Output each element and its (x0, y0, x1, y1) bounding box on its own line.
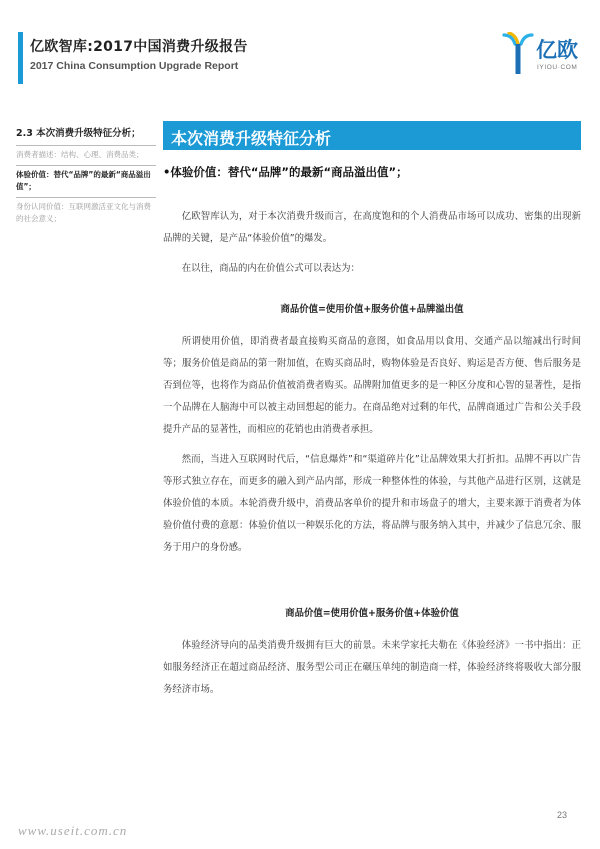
formula-new-value: 商品价值=使用价值+服务价值+体验价值 (285, 608, 459, 619)
report-subtitle: 2017 China Consumption Upgrade Report (30, 60, 239, 72)
sidebar-item-experience-value: 体验价值：替代“品牌”的最新“商品溢出值”； (16, 170, 151, 191)
logo-text-cn: 亿欧 (536, 38, 578, 62)
paragraph-experience-value: 然而，当进入互联网时代后，“信息爆炸”和“渠道碎片化”让品牌效果大打折扣。品牌不再以广告等形式独立存在，而更多的融入到产品内部，形成一种整体性的体验，与其他产品进行区别，这就是体验价值的本质。本轮消费升级中，消费品客单价的提升和市场盘子的增大，主要来源于消费者为体验价值付费的意愿：体验价值以一种娱乐化的方法，将品牌与服务纳入其中，并减少了信息冗余、服务于用户的身份感。 (163, 454, 581, 553)
body-text-middle (163, 331, 581, 559)
formula-old-value: 商品价值=使用价值+服务价值+品牌溢出值 (280, 304, 464, 315)
paragraph-experience-economy: 体验经济导向的品类消费升级拥有巨大的前景。未来学家托夫勒在《体验经济》一书中指出：正如服务经济正在超过商品经济、服务型公司正在碾压单纯的制造商一样，体验经济终将吸收大部分服务经济市场。 (163, 640, 581, 695)
section-banner (163, 121, 581, 150)
section-subheading: •体验价值：替代“品牌”的最新“商品溢出值”； (163, 165, 408, 179)
body-text-top (163, 206, 581, 280)
sidebar-heading: 2.3 本次消费升级特征分析； (16, 128, 141, 139)
page-number: 23 (557, 810, 568, 820)
sidebar-item-identity-value: 身份认同价值：互联网激活亚文化与消费的社会意义； (16, 202, 151, 223)
body-text-bottom (163, 635, 581, 701)
paragraph-intro: 亿欧智库认为，对于本次消费升级而言，在高度饱和的个人消费品市场可以成功、密集的出现新品牌的关键，是产品“体验价值”的爆发。 (163, 211, 581, 244)
logo-text-en: IYIOU·COM (537, 64, 578, 71)
sidebar-divider (16, 145, 156, 146)
sidebar-item-consumer-description: 消费者描述：结构、心理、消费品类； (16, 150, 144, 159)
logo-mark-icon (502, 32, 534, 76)
section-title: 本次消费升级特征分析 (171, 129, 332, 148)
report-title: 亿欧智库:2017中国消费升级报告 (30, 39, 248, 55)
brand-logo (502, 30, 582, 88)
paragraph-formula-lead: 在以往，商品的内在价值公式可以表达为： (181, 263, 360, 274)
paragraph-use-value: 所谓使用价值，即消费者最直接购买商品的意图，如食品用以食用、交通产品以缩减出行时间等；服务价值是商品的第一附加值，在购买商品时，购物体验是否良好、购运是否方便、售后服务是否到位等，也将作为商品价值被消费者购买。品牌附加值更多的是一种区分度和心智的显著性，是指一个品牌在人脑海中可以被主动回想起的能力。在商品绝对过剩的年代，品牌商通过广告和公关手段提升产品的显著性，而相应的花销也由消费者承担。 (163, 336, 581, 435)
sidebar-outline (16, 127, 156, 225)
watermark: www.useit.com.cn (18, 823, 128, 838)
sidebar-divider (16, 197, 156, 198)
sidebar-divider (16, 165, 156, 166)
header-accent-bar (18, 32, 23, 84)
